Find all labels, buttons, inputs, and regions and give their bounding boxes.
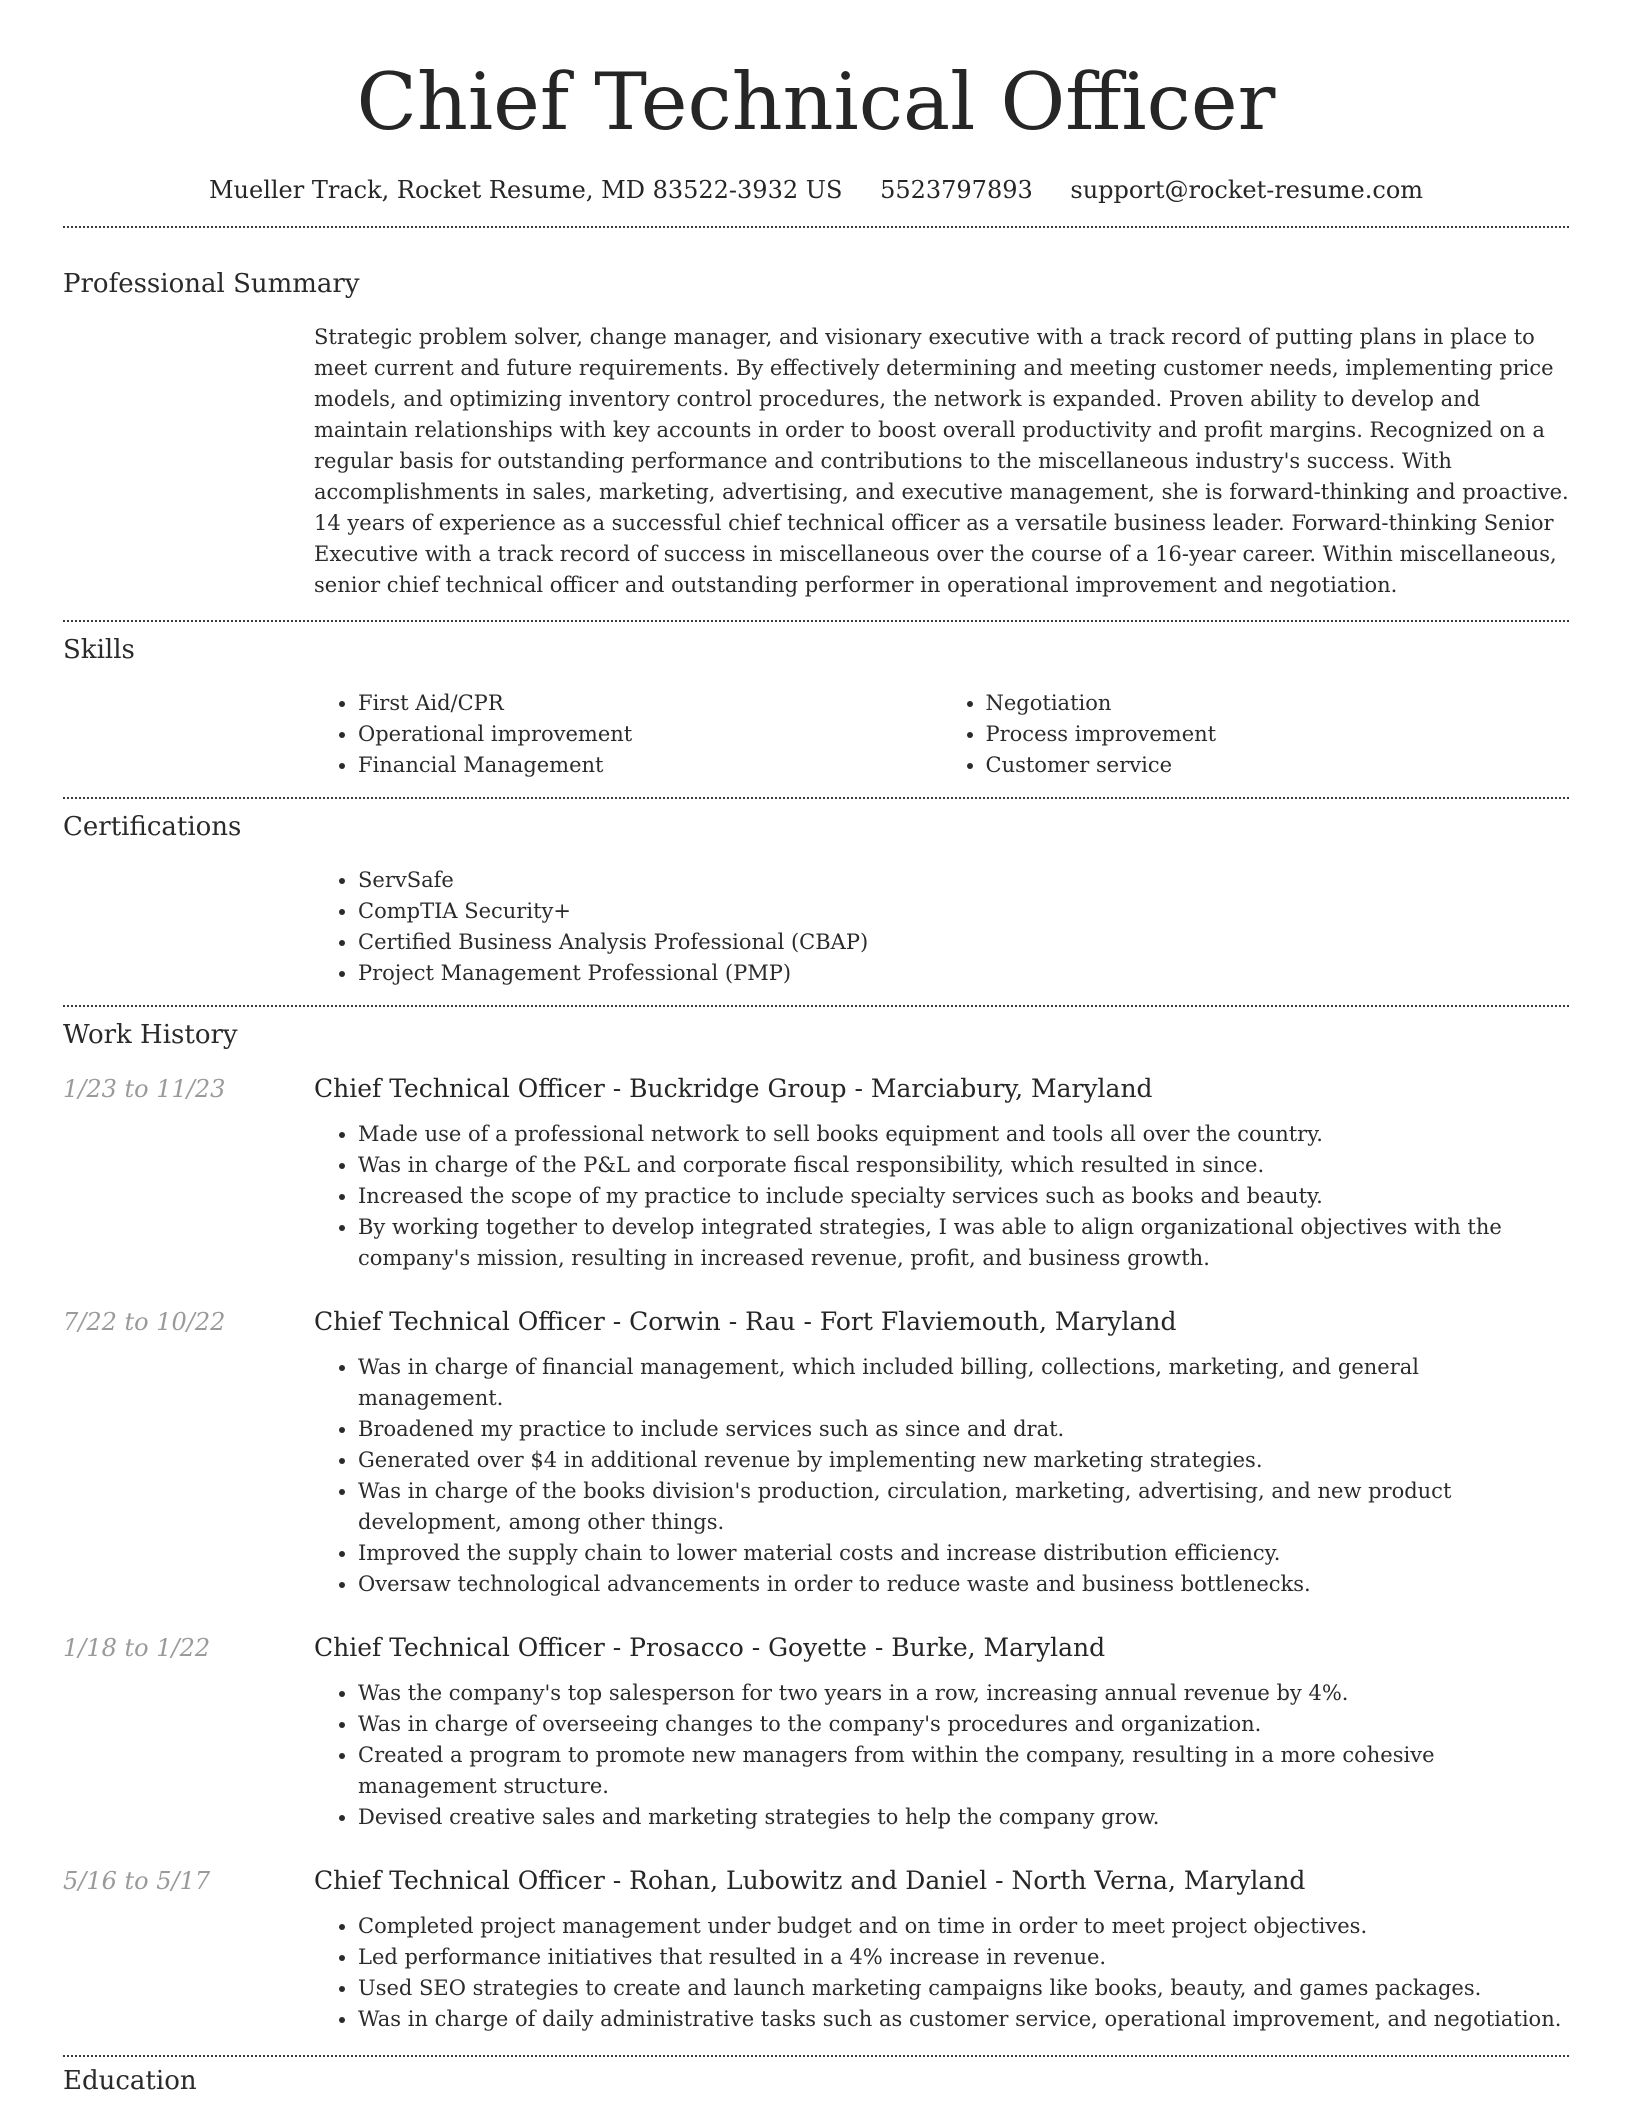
- contact-line: [63, 170, 1569, 210]
- job-bullet: • Was in charge of the P&L and corporate fiscal responsibility, which resulted in since.: [358, 1150, 1569, 1181]
- skills-divider: [63, 797, 1569, 799]
- education-section: [63, 2063, 1569, 2099]
- job-bullets: [314, 1119, 1569, 1274]
- job-title: Chief Technical Officer - Corwin - Rau - Fort Flaviemouth, Maryland: [314, 1307, 1177, 1336]
- summary-content: [314, 322, 1569, 601]
- job-dates: 1/18 to 1/22: [63, 1634, 211, 1662]
- skills-section: [63, 632, 1569, 781]
- job-entry: [63, 1863, 1569, 2035]
- job-bullet: • Improved the supply chain to lower material costs and increase distribution efficiency.: [358, 1538, 1569, 1569]
- job-bullet: • Was in charge of financial management, which included billing, collections, marketing, and general management.: [358, 1352, 1569, 1414]
- contact-address: Mueller Track, Rocket Resume, MD 83522-3932 US: [208, 176, 843, 204]
- page-title: Chief Technical Officer: [356, 56, 1276, 148]
- skills-heading: Skills: [63, 635, 135, 665]
- job-bullet: • By working together to develop integrated strategies, I was able to align organizational objectives with the company's mission, resulting in increased revenue, profit, and business growth.: [358, 1212, 1569, 1274]
- job-bullet: • Was in charge of the books division's production, circulation, marketing, advertising, and new product development, among other things.: [358, 1476, 1569, 1538]
- job-body: [314, 1863, 1569, 2035]
- job-bullets: [314, 1352, 1569, 1600]
- header-divider: [63, 226, 1569, 228]
- skills-list-left: [314, 688, 942, 781]
- certifications-divider: [63, 1005, 1569, 1007]
- job-dates: 5/16 to 5/17: [63, 1867, 211, 1895]
- certifications-list: [314, 865, 1569, 989]
- job-entry: [63, 1071, 1569, 1274]
- job-bullet: • Used SEO strategies to create and launch marketing campaigns like books, beauty, and games packages.: [358, 1973, 1569, 2004]
- job-bullet: • Oversaw technological advancements in order to reduce waste and business bottlenecks.: [358, 1569, 1569, 1600]
- summary-divider: [63, 620, 1569, 622]
- summary-text: Strategic problem solver, change manager, and visionary executive with a track record of putting plans in place to meet current and future requirements. By effectively determining and meeting customer needs, implementing price models, and optimizing inventory control procedures, the network is expanded. Proven ability to develop and maintain relationships with key accounts in order to boost overall productivity and profit margins. Recognized on a regular basis for outstanding performance and contributions to the miscellaneous industry's success. With accomplishments in sales, marketing, advertising, and executive management, she is forward-thinking and proactive. 14 years of experience as a successful chief technical officer as a versatile business leader. Forward-thinking Senior Executive with a track record of success in miscellaneous over the course of a 16-year career. Within miscellaneous, senior chief technical officer and outstanding performer in operational improvement and negotiation.: [314, 325, 1569, 597]
- job-title: Chief Technical Officer - Rohan, Lubowitz and Daniel - North Verna, Maryland: [314, 1866, 1306, 1895]
- work-history-divider: [63, 2055, 1569, 2057]
- job-bullet: • Completed project management under budget and on time in order to meet project objectives.: [358, 1911, 1569, 1942]
- skill-item: • First Aid/CPR: [358, 688, 942, 719]
- contact-phone: 5523797893: [880, 176, 1033, 204]
- job-bullet: • Generated over $4 in additional revenue by implementing new marketing strategies.: [358, 1445, 1569, 1476]
- work-history-heading: Work History: [63, 1020, 238, 1050]
- certification-item: • CompTIA Security+: [358, 896, 1569, 927]
- job-bullet: • Made use of a professional network to sell books equipment and tools all over the country.: [358, 1119, 1569, 1150]
- job-bullet: • Created a program to promote new managers from within the company, resulting in a more cohesive management structure.: [358, 1740, 1569, 1802]
- job-bullet: • Was in charge of overseeing changes to the company's procedures and organization.: [358, 1709, 1569, 1740]
- certifications-section: [63, 809, 1569, 989]
- job-entry: [63, 1630, 1569, 1833]
- job-bullet: • Led performance initiatives that resulted in a 4% increase in revenue.: [358, 1942, 1569, 1973]
- skill-item: • Operational improvement: [358, 719, 942, 750]
- job-body: [314, 1630, 1569, 1833]
- summary-section: [63, 266, 1569, 601]
- certification-item: • Certified Business Analysis Professional (CBAP): [358, 927, 1569, 958]
- job-bullet: • Devised creative sales and marketing strategies to help the company grow.: [358, 1802, 1569, 1833]
- skills-list-right: [942, 688, 1570, 781]
- certifications-heading: Certifications: [63, 812, 242, 842]
- certification-item: • ServSafe: [358, 865, 1569, 896]
- skill-item: • Financial Management: [358, 750, 942, 781]
- education-heading: Education: [63, 2066, 197, 2096]
- skills-grid: [314, 688, 1569, 781]
- job-body: [314, 1304, 1569, 1600]
- job-bullet: • Was in charge of daily administrative tasks such as customer service, operational improvement, and negotiation.: [358, 2004, 1569, 2035]
- job-bullets: [314, 1911, 1569, 2035]
- certification-item: • Project Management Professional (PMP): [358, 958, 1569, 989]
- job-bullet: • Was the company's top salesperson for two years in a row, increasing annual revenue by 4%.: [358, 1678, 1569, 1709]
- skill-item: • Negotiation: [986, 688, 1570, 719]
- job-bullets: [314, 1678, 1569, 1833]
- job-title: Chief Technical Officer - Buckridge Group - Marciabury, Maryland: [314, 1074, 1153, 1103]
- job-entry: [63, 1304, 1569, 1600]
- job-title: Chief Technical Officer - Prosacco - Goyette - Burke, Maryland: [314, 1633, 1106, 1662]
- certifications-content: [314, 865, 1569, 989]
- job-bullet: • Increased the scope of my practice to include specialty services such as books and beauty.: [358, 1181, 1569, 1212]
- skill-item: • Customer service: [986, 750, 1570, 781]
- job-dates: 7/22 to 10/22: [63, 1308, 226, 1336]
- summary-heading: Professional Summary: [63, 269, 360, 299]
- contact-email: support@rocket-resume.com: [1070, 176, 1424, 204]
- job-body: [314, 1071, 1569, 1274]
- skill-item: • Process improvement: [986, 719, 1570, 750]
- job-bullet: • Broadened my practice to include services such as since and drat.: [358, 1414, 1569, 1445]
- job-dates: 1/23 to 11/23: [63, 1075, 226, 1103]
- work-history-section: [63, 1017, 1569, 2035]
